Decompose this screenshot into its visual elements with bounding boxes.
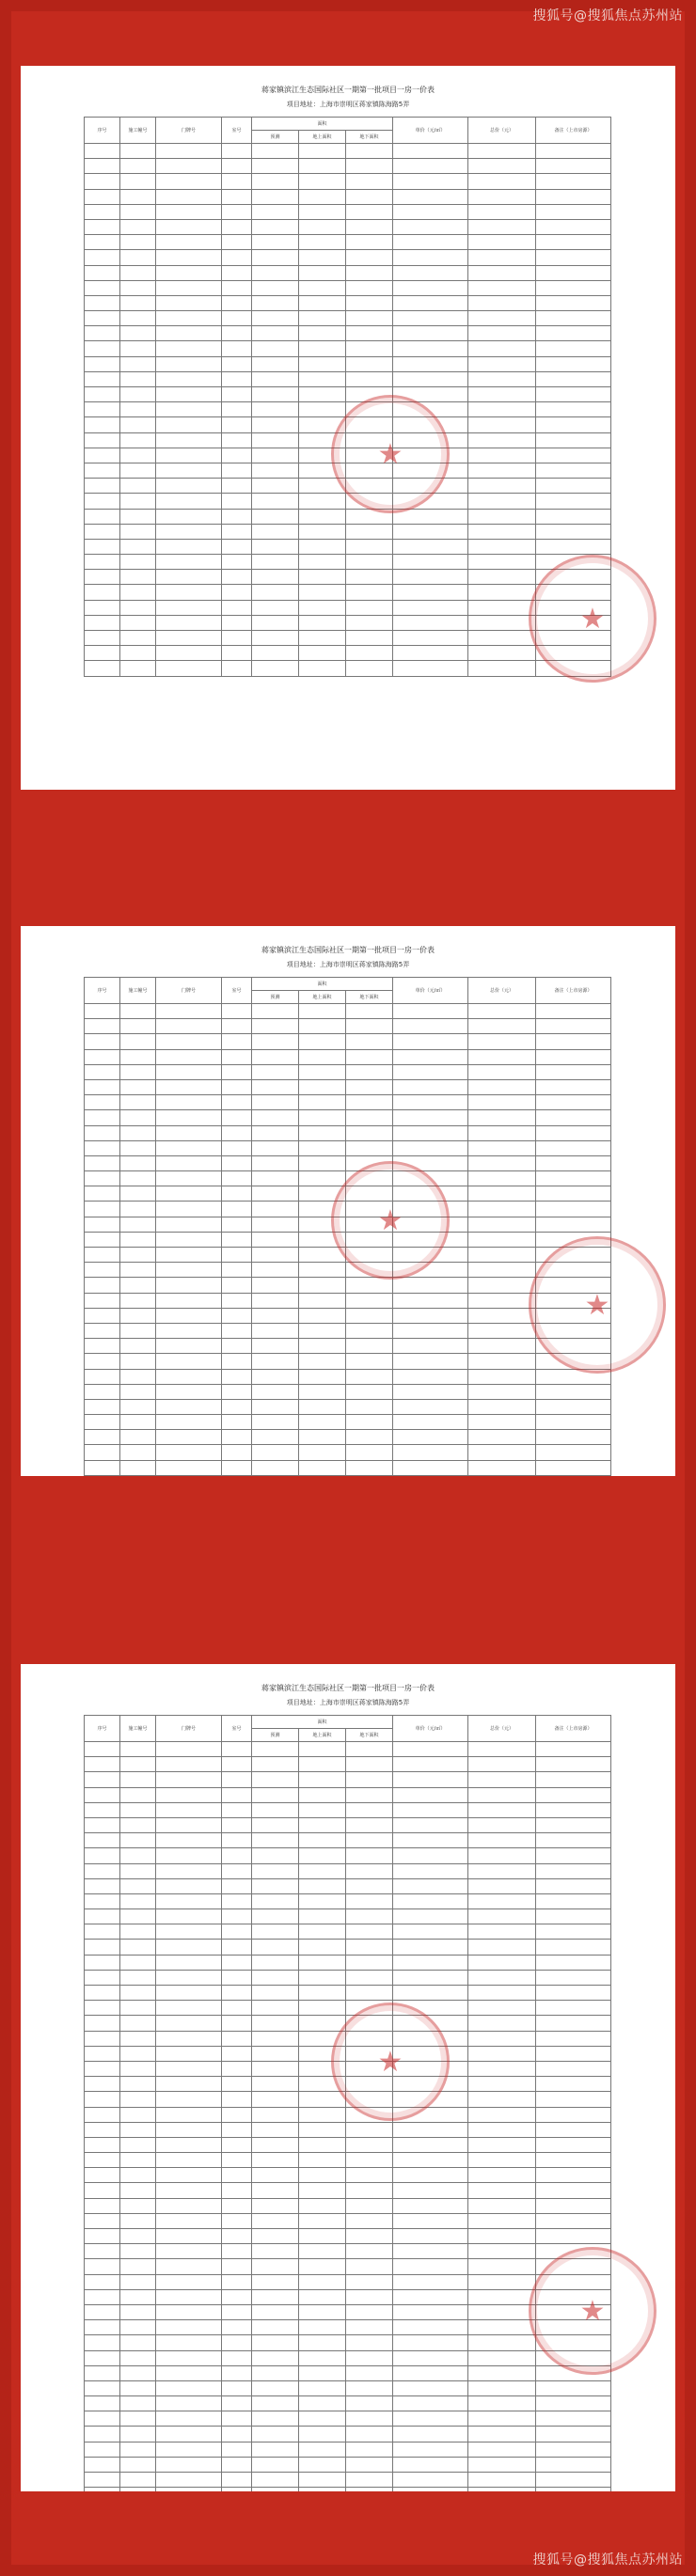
- sheet-address: 项目地址：上海市崇明区蒋家镇陈海路5弄: [286, 1699, 410, 1706]
- table-row: [85, 2244, 611, 2259]
- table-row: [85, 1475, 611, 1476]
- table-row: [85, 1339, 611, 1354]
- table-row: [85, 219, 611, 234]
- table-row: [85, 1217, 611, 1232]
- table-row: [85, 2304, 611, 2319]
- table-row: [85, 585, 611, 600]
- table-row: [85, 280, 611, 295]
- table-row: [85, 311, 611, 326]
- table-row: [85, 2396, 611, 2411]
- table-row: [85, 1399, 611, 1414]
- table-row: [85, 615, 611, 630]
- table-row: [85, 494, 611, 509]
- header-area-total: 预测: [252, 131, 299, 144]
- header-seq: 序号: [85, 978, 120, 1004]
- header-total-price: 总价（元）: [468, 118, 536, 144]
- table-row: [85, 1263, 611, 1278]
- header-remark: 备注（上市房源）: [536, 978, 611, 1004]
- table-row: [85, 2107, 611, 2122]
- table-row: [85, 1955, 611, 1970]
- table-row: [85, 1125, 611, 1140]
- table-row: [85, 2365, 611, 2380]
- header-unit-price: 单价（元/㎡）: [393, 118, 468, 144]
- table-row: [85, 326, 611, 341]
- watermark-bottom: 搜狐号@搜狐焦点苏州站: [532, 2552, 683, 2568]
- table-row: [85, 1787, 611, 1802]
- table-row: [85, 2427, 611, 2442]
- header-area-above: 地上面积: [299, 131, 346, 144]
- table-row: [85, 1445, 611, 1460]
- header-seq: 序号: [85, 118, 120, 144]
- table-row: [85, 2411, 611, 2427]
- official-seal: ★: [529, 555, 656, 683]
- price-table: [84, 977, 611, 1476]
- header-area-above: 地上面积: [299, 991, 346, 1004]
- official-seal: ★: [331, 1161, 450, 1280]
- table-row: [85, 341, 611, 356]
- table-row: [85, 2320, 611, 2335]
- table-row: [85, 2198, 611, 2213]
- price-sheet-3: [21, 1664, 675, 2491]
- table-row: [85, 1924, 611, 1940]
- table-row: [85, 2488, 611, 2491]
- table-row: [85, 204, 611, 219]
- table-row: [85, 1893, 611, 1908]
- price-sheet-1: [21, 66, 675, 790]
- official-seal: ★: [331, 395, 450, 513]
- table-row: [85, 1415, 611, 1430]
- table-row: [85, 1817, 611, 1832]
- table-row: [85, 1772, 611, 1787]
- table-row: [85, 646, 611, 661]
- table-row: [85, 2229, 611, 2244]
- official-seal: ★: [529, 1236, 666, 1374]
- table-row: [85, 1034, 611, 1049]
- table-row: [85, 1248, 611, 1263]
- sheet-address: 项目地址：上海市崇明区蒋家镇陈海路5弄: [286, 101, 410, 108]
- table-row: [85, 1202, 611, 1217]
- table-row: [85, 2473, 611, 2488]
- watermark-top: 搜狐号@搜狐焦点苏州站: [532, 8, 683, 24]
- table-row: [85, 174, 611, 189]
- official-seal: ★: [529, 2247, 656, 2375]
- table-row: [85, 2137, 611, 2152]
- table-row: [85, 539, 611, 554]
- table-row: [85, 2259, 611, 2274]
- table-row: [85, 1064, 611, 1079]
- header-door: 门牌号: [156, 118, 222, 144]
- price-table: [84, 1715, 611, 2491]
- table-row: [85, 1049, 611, 1064]
- table-row: [85, 1430, 611, 1445]
- table-row: [85, 1186, 611, 1202]
- header-seq: 序号: [85, 1716, 120, 1742]
- table-body: [85, 144, 611, 677]
- table-row: [85, 387, 611, 402]
- table-row: [85, 1986, 611, 2001]
- table-row: [85, 295, 611, 310]
- table-row: [85, 402, 611, 417]
- table-row: [85, 1171, 611, 1186]
- table-row: [85, 1802, 611, 1817]
- table-row: [85, 2153, 611, 2168]
- official-seal: ★: [331, 2003, 450, 2121]
- table-row: [85, 2092, 611, 2107]
- header-area-below: 地下面积: [346, 131, 393, 144]
- table-row: [85, 159, 611, 174]
- table-row: [85, 1323, 611, 1338]
- table-row: [85, 235, 611, 250]
- table-row: [85, 631, 611, 646]
- header-building: 施工幢号: [120, 978, 156, 1004]
- table-row: [85, 1970, 611, 1985]
- header-building: 施工幢号: [120, 118, 156, 144]
- header-building: 施工幢号: [120, 1716, 156, 1742]
- table-row: [85, 1742, 611, 1757]
- table-row: [85, 463, 611, 478]
- table-row: [85, 1384, 611, 1399]
- table-row: [85, 2061, 611, 2076]
- header-total-price: 总价（元）: [468, 978, 536, 1004]
- table-row: [85, 509, 611, 524]
- table-row: [85, 448, 611, 463]
- table-row: [85, 1004, 611, 1019]
- header-room: 室号: [222, 118, 252, 144]
- table-body: [85, 1004, 611, 1477]
- table-row: [85, 600, 611, 615]
- table-row: [85, 265, 611, 280]
- table-row: [85, 524, 611, 539]
- header-remark: 备注（上市房源）: [536, 1716, 611, 1742]
- table-row: [85, 1940, 611, 1955]
- table-row: [85, 1140, 611, 1155]
- table-row: [85, 2001, 611, 2016]
- header-room: 室号: [222, 1716, 252, 1742]
- table-row: [85, 1232, 611, 1247]
- header-area-below: 地下面积: [346, 991, 393, 1004]
- table-row: [85, 1460, 611, 1475]
- table-row: [85, 432, 611, 448]
- table-row: [85, 417, 611, 432]
- price-sheet-2: [21, 926, 675, 1476]
- table-row: [85, 250, 611, 265]
- table-row: [85, 2380, 611, 2395]
- table-row: [85, 479, 611, 494]
- table-row: [85, 2046, 611, 2061]
- sheet-title: 蒋家镇滨江生态国际社区一期第一批项目一房一价表: [261, 86, 435, 94]
- header-area: 面积: [252, 118, 393, 131]
- table-row: [85, 2289, 611, 2304]
- table-row: [85, 2442, 611, 2457]
- table-row: [85, 2350, 611, 2365]
- table-row: [85, 1293, 611, 1308]
- table-row: [85, 1909, 611, 1924]
- table-row: [85, 2274, 611, 2289]
- header-total-price: 总价（元）: [468, 1716, 536, 1742]
- table-row: [85, 2335, 611, 2350]
- header-area-above: 地上面积: [299, 1729, 346, 1742]
- table-row: [85, 1110, 611, 1125]
- table-row: [85, 1079, 611, 1094]
- table-row: [85, 570, 611, 585]
- table-row: [85, 1308, 611, 1323]
- table-row: [85, 1155, 611, 1170]
- table-row: [85, 2457, 611, 2472]
- header-room: 室号: [222, 978, 252, 1004]
- table-row: [85, 2077, 611, 2092]
- table-row: [85, 2183, 611, 2198]
- header-area-below: 地下面积: [346, 1729, 393, 1742]
- sheet-title: 蒋家镇滨江生态国际社区一期第一批项目一房一价表: [261, 1684, 435, 1692]
- table-row: [85, 1019, 611, 1034]
- price-table: [84, 117, 611, 677]
- table-row: [85, 1369, 611, 1384]
- header-area: 面积: [252, 1716, 393, 1729]
- header-area: 面积: [252, 978, 393, 991]
- table-row: [85, 371, 611, 386]
- header-unit-price: 单价（元/㎡）: [393, 978, 468, 1004]
- header-area-total: 预测: [252, 991, 299, 1004]
- table-row: [85, 2213, 611, 2228]
- table-body: [85, 1742, 611, 2492]
- table-row: [85, 1095, 611, 1110]
- header-remark: 备注（上市房源）: [536, 118, 611, 144]
- header-door: 门牌号: [156, 978, 222, 1004]
- table-row: [85, 1757, 611, 1772]
- table-row: [85, 661, 611, 676]
- table-row: [85, 189, 611, 204]
- header-door: 门牌号: [156, 1716, 222, 1742]
- table-row: [85, 1833, 611, 1848]
- table-row: [85, 2168, 611, 2183]
- header-unit-price: 单价（元/㎡）: [393, 1716, 468, 1742]
- table-row: [85, 2122, 611, 2137]
- sheet-title: 蒋家镇滨江生态国际社区一期第一批项目一房一价表: [261, 946, 435, 954]
- table-row: [85, 2016, 611, 2031]
- sheet-address: 项目地址：上海市崇明区蒋家镇陈海路5弄: [286, 961, 410, 968]
- table-row: [85, 1278, 611, 1293]
- table-row: [85, 2031, 611, 2046]
- header-area-total: 预测: [252, 1729, 299, 1742]
- table-row: [85, 1848, 611, 1863]
- table-row: [85, 1878, 611, 1893]
- table-row: [85, 144, 611, 159]
- table-row: [85, 1354, 611, 1369]
- table-row: [85, 555, 611, 570]
- table-row: [85, 1863, 611, 1878]
- table-row: [85, 356, 611, 371]
